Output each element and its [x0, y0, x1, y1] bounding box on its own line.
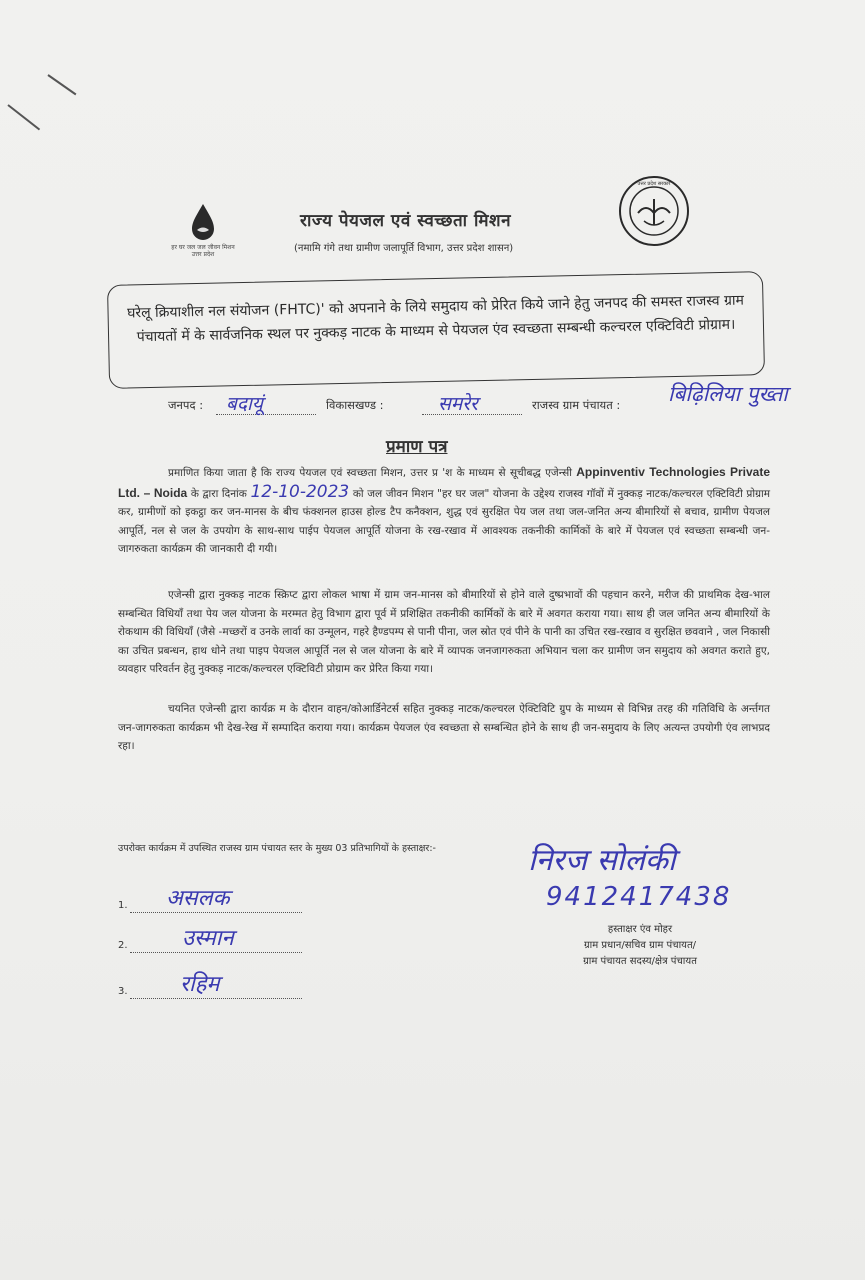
banner-text: घरेलू क्रियाशील नल संयोजन (FHTC)' को अपनाने के लिये समुदाय को प्रेरित किये जाने हेतु जनपद की समस्त राजस्व ग्राम पंचायतों में के सार्वजनिक स्थल पर नुक्कड़ नाटक के माध्यम से पेयजल एंव स्वच्छता सम्बन्धी कल्चरल एक्टिविटी प्रोग्राम।	[126, 292, 745, 346]
paragraph-1	[118, 463, 770, 559]
janpad-value: बदायूं	[226, 393, 263, 415]
pradhan-signature: निरज सोलंकी	[528, 843, 676, 878]
attendee-row	[118, 972, 220, 997]
p1-intro: प्रमाणित किया जाता है कि राज्य पेयजल एवं स्वच्छता मिशन, उत्तर प्र 'श के माध्यम से सूचीबद्ध एजेन्सी	[168, 467, 572, 479]
panchayat-label: राजस्व ग्राम पंचायत :	[532, 398, 621, 412]
designation-line-1: हस्ताक्षर एंव मोहर	[607, 924, 673, 935]
attendee-row	[118, 886, 230, 911]
paragraph-3	[118, 700, 770, 756]
left-logo-caption: हर घर जल जल जीवन मिशन उत्तर प्रदेश	[171, 244, 235, 258]
attendees-intro: उपरोक्त कार्यक्रम में उपस्थित राजस्व ग्राम पंचायत स्तर के मुख्य 03 प्रतिभागियों के हस्ताक्षर:-	[118, 843, 436, 854]
up-government-seal	[618, 175, 690, 247]
vikaskhand-value: समरेर	[438, 393, 478, 415]
location-row	[168, 382, 858, 422]
attendee-signature: असलक	[166, 886, 230, 911]
pradhan-phone: 9412417438	[546, 882, 732, 912]
signatory-designation	[540, 922, 740, 970]
attendee-number: 1.	[118, 900, 128, 911]
designation-line-2: ग्राम प्रधान/सचिव ग्राम पंचायत/	[583, 940, 697, 951]
certificate-heading: प्रमाण पत्र	[386, 437, 448, 457]
attendee-signature: रहिम	[180, 972, 220, 997]
paragraph-2	[118, 586, 770, 679]
p3-text: चयनित एजेन्सी द्वारा कार्यक्र म के दौरान वाहन/कोआर्डिनेटर्स सहित नुक्कड़ नाटक/कल्चरल ऐक्टिविटि ग्रुप के माध्यम से विभिन्न तरह की गतिविधि के अर्न्तगत जन-जागरुकता कार्यक्रम भी देख-रेख में सम्पादित कराया गया। कार्यक्रम पेयजल एंव स्वच्छता से सम्बन्धित होने के साथ ही जन-समुदाय के लिए अत्यन्त उपयोगी एंव लाभप्रद रहा।	[118, 703, 770, 752]
designation-line-3: ग्राम पंचायत सदस्य/क्षेत्र पंचायत	[583, 956, 697, 967]
seal-text: उत्तर प्रदेश सरकार	[637, 181, 671, 187]
agency-name: Appinventiv Technologies Private Ltd. – Noida	[118, 465, 771, 500]
mission-subtitle: (नमामि गंगे तथा ग्रामीण जलापूर्ति विभाग, उत्तर प्रदेश शासन)	[294, 243, 514, 254]
p2-text: एजेन्सी द्वारा नुक्कड़ नाटक स्क्रिप्ट द्वारा लोकल भाषा में ग्राम जन-मानस को बीमारियों से होने वाले दुष्प्रभावों की पहचान करने, मरीज की प्राथमिक देख-भाल सम्बन्धित विधियाँ तथा पेय जल योजना के मरम्मत हेतु विभाग द्वारा पूर्व में प्रशिक्षित तकनीकी कार्मिकों के बारे में अवगत कराया गया। साथ ही जल जनित अन्य बीमारियों के रोकथाम की विधियाँ (जैसे -मच्छरों व उनके लार्वा का उन्मूलन, गहरे हैण्डपम्प से पानी पीना, जल स्रोत एवं पीने के पानी का उचित रख-रखाव व सुरक्षित छववाने , जल निकासी का उचित प्रबन्धन, हाथ धोने तथा पाइप पेयजल आपूर्ति नल से जल योजना के बारे में व्यापक जनजागरुकता अभियान चला कर ग्रामीण जन समुदाय को अवगत कराते हुए, व्यवहार परिवर्तन हेतु नुक्कड़ नाटक/कल्चरल एक्टिविटी प्रोग्राम कर प्रेरित किया गया।	[118, 589, 770, 675]
attendee-number: 2.	[118, 940, 128, 951]
pen-mark	[7, 104, 40, 130]
p1-date-prefix: के द्वारा दिनांक	[190, 487, 247, 500]
janpad-label: जनपद :	[168, 398, 204, 412]
mission-title: राज्य पेयजल एवं स्वच्छता मिशन	[300, 211, 512, 231]
event-date: 12-10-2023	[250, 481, 350, 502]
attendee-number: 3.	[118, 986, 128, 997]
vikaskhand-label: विकासखण्ड :	[326, 398, 384, 412]
program-banner	[107, 271, 765, 389]
p1-body: को जल जीवन मिशन "हर घर जल" योजना के उद्देश्य राजस्व गॉवों में नुक्कड़ नाटक/कल्चरल एक्टिविटी प्रोग्राम कर, ग्रामीणों को इकट्ठा कर जन-मानस के बीच फंक्शनल हाउस होल्ड टैप कनैक्शन, शुद्ध एवं सुरक्षित पेय जल तथा जल-जनित अन्य बीमारियों से बचाव, ग्रामीण पेयजल आपूर्ति, नल से जल के उपयोग के साथ-साथ पाईप पेयजल आपूर्ति योजना के रख-रखाव में आवश्यक तकनीकी कार्मिकों के बारे में पेयजल एवं स्वच्छता सम्बन्धी जन-जागरुकता कार्यक्रम की जानकारी दी गयी।	[118, 487, 771, 555]
pen-mark	[47, 74, 76, 95]
attendee-row	[118, 926, 234, 951]
har-ghar-jal-logo	[168, 200, 238, 270]
panchayat-value: बिढ़िलिया पुख्ता	[668, 382, 788, 406]
attendee-signature: उस्मान	[182, 926, 234, 951]
